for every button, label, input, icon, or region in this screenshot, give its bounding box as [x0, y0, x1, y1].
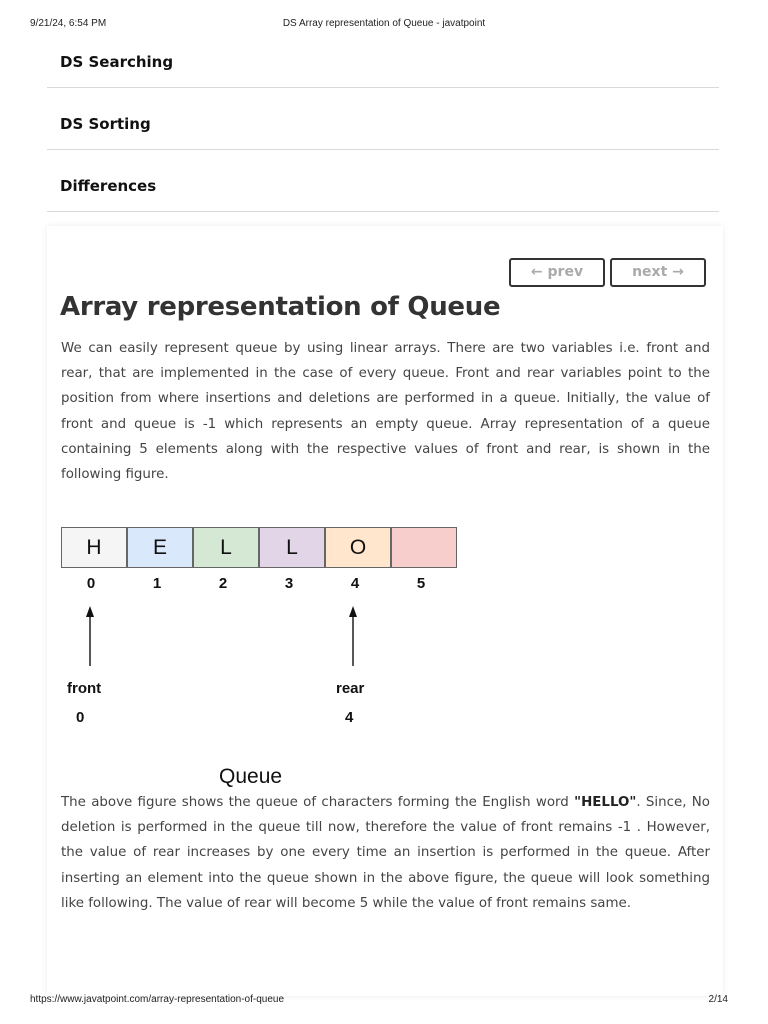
queue-cell — [391, 527, 457, 568]
queue-index: 5 — [416, 575, 426, 592]
queue-cell: H — [61, 527, 127, 568]
queue-cell: L — [259, 527, 325, 568]
explanation-text-start: The above figure shows the queue of characters forming the English word — [61, 795, 575, 810]
queue-index: 3 — [284, 575, 294, 592]
rear-label: rear — [336, 680, 365, 697]
menu-item-label: DS Sorting — [60, 115, 151, 133]
explanation-paragraph — [61, 790, 710, 916]
front-value: 0 — [76, 709, 85, 726]
queue-index: 2 — [218, 575, 228, 592]
page-title: Array representation of Queue — [60, 292, 501, 322]
print-page-number: 2/14 — [708, 994, 728, 1005]
queue-cell: O — [325, 527, 391, 568]
queue-index: 1 — [152, 575, 162, 592]
menu-item-ds-searching[interactable] — [47, 26, 719, 88]
explanation-text-end: . Since, No deletion is performed in the queue till now, therefore the value of front remains -1 . However, the value of rear increases by one every time an insertion is performed in the queue. After inserting an element into the queue shown in the above figure, the queue will look something like following. The value of rear will become 5 while the value of front remains same. — [61, 795, 710, 911]
print-datetime: 9/21/24, 6:54 PM — [30, 18, 107, 29]
queue-index: 0 — [86, 575, 96, 592]
queue-cell: L — [193, 527, 259, 568]
print-footer — [30, 994, 738, 1008]
queue-cell: E — [127, 527, 193, 568]
front-label: front — [67, 680, 102, 697]
menu-item-label: Differences — [60, 177, 157, 195]
prev-button[interactable]: ← prev — [509, 258, 605, 287]
menu-item-label: DS Searching — [60, 53, 174, 71]
queue-index: 4 — [350, 575, 360, 592]
intro-paragraph: We can easily represent queue by using linear arrays. There are two variables i.e. front and rear, that are implemented in the case of every queue. Front and rear variables point to the position from where insertions and deletions are performed in a queue. Initially, the value of front and queue is -1 which represents an empty queue. Array representation of a queue containing 5 elements along with the respective values of front and rear, is shown in the following figure. — [61, 341, 710, 483]
menu-item-ds-sorting[interactable] — [47, 88, 719, 150]
menu-item-differences[interactable] — [47, 150, 719, 212]
rear-value: 4 — [345, 709, 354, 726]
figure-caption: Queue — [219, 765, 283, 788]
print-url: https://www.javatpoint.com/array-representation-of-queue — [30, 994, 285, 1005]
hello-word: "HELLO" — [574, 795, 637, 810]
next-button[interactable]: next → — [610, 258, 706, 287]
print-page-title: DS Array representation of Queue - javatpoint — [282, 18, 486, 29]
